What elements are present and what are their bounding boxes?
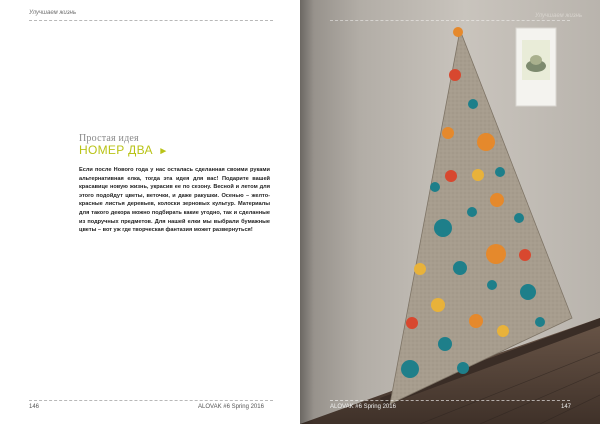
page-number-left: 146 bbox=[29, 404, 40, 410]
paper-flower-icon bbox=[401, 360, 419, 378]
paper-flower-icon bbox=[495, 167, 505, 177]
paper-flower-icon bbox=[406, 317, 418, 329]
paper-flower-icon bbox=[477, 133, 495, 151]
footer-right: ALOVAK #6 Spring 2016 bbox=[330, 404, 396, 410]
right-section-label: Улучшаем жизнь bbox=[535, 13, 583, 19]
paper-flower-icon bbox=[520, 284, 536, 300]
paper-flower-icon bbox=[431, 298, 445, 312]
paper-flower-icon bbox=[449, 69, 461, 81]
paper-flower-icon bbox=[445, 170, 457, 182]
picture-frame-icon bbox=[516, 28, 556, 106]
photo-felt-tree bbox=[300, 0, 600, 424]
right-page bbox=[300, 0, 600, 424]
paper-flower-icon bbox=[472, 169, 484, 181]
paper-flower-icon bbox=[469, 314, 483, 328]
spine-shadow bbox=[300, 0, 314, 424]
page-number-right: 147 bbox=[561, 404, 572, 410]
paper-flower-icon bbox=[414, 263, 426, 275]
paper-flower-icon bbox=[514, 213, 524, 223]
paper-flower-icon bbox=[497, 325, 509, 337]
paper-flower-icon bbox=[519, 249, 531, 261]
idea-heading bbox=[79, 143, 169, 157]
top-divider bbox=[29, 20, 273, 21]
article-body: Если после Нового года у нас осталась сделанная своими руками альтернативная елка, тогда эта идея для вас! Подарите вашей красавице новую жизнь, украсив ее по сезону. Весной и летом для этого подойдут цветы, веточки, и даже ракушки. Осенью – желто-красные листья деревьев, колоски зерновых культур. Материалы для такого декора можно подбирать какие угодно, так и сделанные из подручных предметов. Для нашей елки мы выбрали бумажные цветы – вот уж где творческая фантазия может развернуться! bbox=[79, 167, 270, 234]
arrow-right-icon: ► bbox=[158, 146, 169, 157]
idea-heading-text: НОМЕР ДВА bbox=[79, 143, 153, 157]
paper-flower-icon bbox=[486, 244, 506, 264]
paper-flower-icon bbox=[487, 280, 497, 290]
paper-flower-icon bbox=[468, 99, 478, 109]
paper-flower-icon bbox=[457, 362, 469, 374]
paper-flower-icon bbox=[434, 219, 452, 237]
right-bottom-divider bbox=[330, 400, 570, 401]
paper-flower-icon bbox=[453, 27, 463, 37]
section-label: Улучшаем жизнь bbox=[29, 10, 77, 16]
paper-flower-icon bbox=[438, 337, 452, 351]
paper-flower-icon bbox=[535, 317, 545, 327]
paper-flower-icon bbox=[453, 261, 467, 275]
right-top-divider bbox=[330, 20, 570, 21]
paper-flower-icon bbox=[490, 193, 504, 207]
paper-flower-icon bbox=[430, 182, 440, 192]
footer-left: ALOVAK #6 Spring 2016 bbox=[198, 404, 264, 410]
idea-title: Простая идея bbox=[79, 133, 139, 144]
paper-flower-icon bbox=[467, 207, 477, 217]
paper-flower-icon bbox=[442, 127, 454, 139]
bottom-divider bbox=[29, 400, 273, 401]
